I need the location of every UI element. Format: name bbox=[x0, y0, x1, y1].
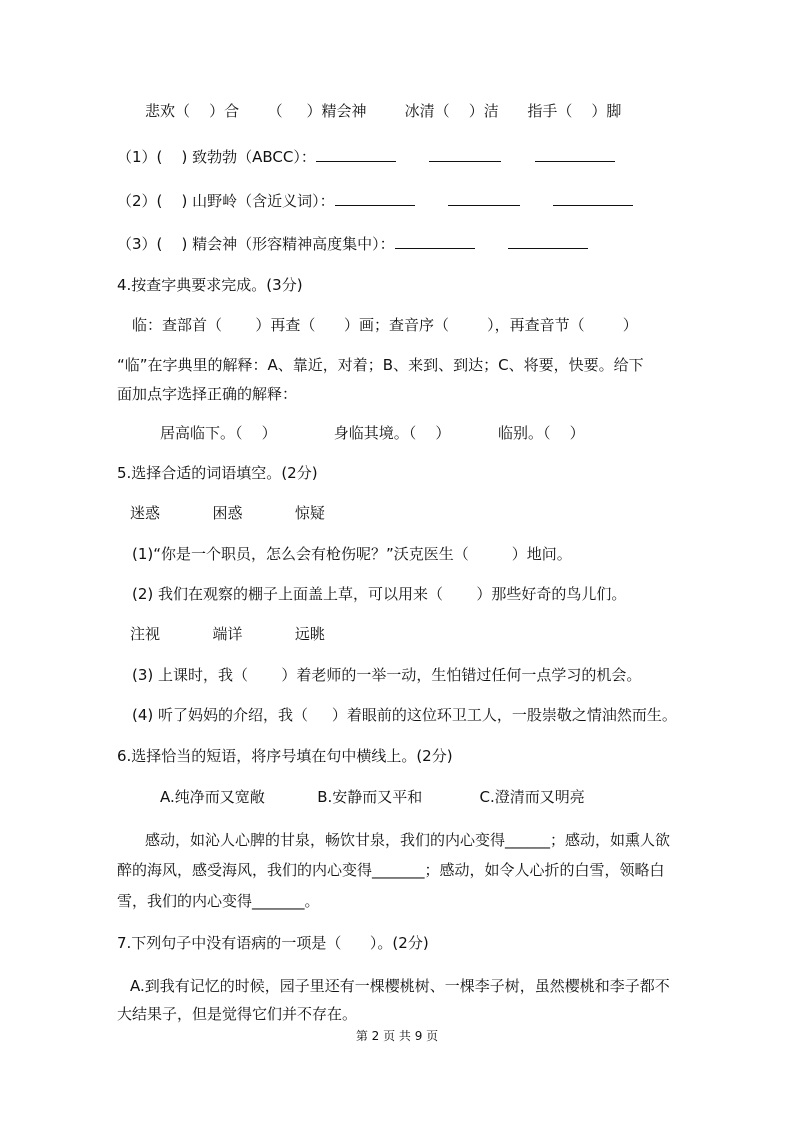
idiom-q1-text: （1）( ) 致勃勃（ABCC）： bbox=[117, 148, 316, 166]
q7-option: A.到我有记忆的时候，园子里还有一棵樱桃树、一棵李子树，虽然樱桃和李子都不 bbox=[130, 977, 670, 995]
answer-blank[interactable] bbox=[429, 147, 501, 162]
idiom-q3-text: （3）( ) 精会神（形容精神高度集中）： bbox=[117, 235, 395, 253]
page-footer: 第 2 页 共 9 页 bbox=[355, 1029, 439, 1043]
q4-line: 临：查部首（ ）再查（ ）画；查音序（ ），再查音节（ ） bbox=[132, 316, 638, 334]
answer-blank[interactable] bbox=[553, 191, 633, 206]
answer-blank[interactable] bbox=[316, 147, 396, 162]
answer-blank[interactable] bbox=[448, 191, 520, 206]
q6-options: A.纯净而又宽敞 B.安静而又平和 C.澄清而又明亮 bbox=[160, 788, 585, 806]
q5-sentence: (3) 上课时，我（ ）着老师的一举一动，生怕错过任何一点学习的机会。 bbox=[132, 666, 642, 684]
q7-option: 大结果子，但是觉得它们并不存在。 bbox=[117, 1005, 358, 1023]
answer-blank[interactable] bbox=[535, 147, 615, 162]
idiom-q2 bbox=[117, 190, 633, 212]
word-bank: 注视 端详 远眺 bbox=[130, 625, 325, 643]
q6-paragraph: 雪，我们的内心变得_______。 bbox=[117, 892, 320, 910]
q5-sentence: (4) 听了妈妈的介绍，我（ ）着眼前的这位环卫工人，一股崇敬之情油然而生。 bbox=[132, 706, 677, 724]
q4-line: 居高临下。（ ） 身临其境。（ ） 临别。（ ） bbox=[160, 424, 585, 442]
question-7-title: 7.下列句子中没有语病的一项是（ ）。(2分) bbox=[117, 934, 429, 952]
answer-blank[interactable] bbox=[335, 191, 415, 206]
idiom-q3 bbox=[117, 233, 588, 255]
answer-blank[interactable] bbox=[508, 234, 588, 249]
q4-line: 面加点字选择正确的解释： bbox=[117, 385, 298, 403]
word-bank: 迷惑 困惑 惊疑 bbox=[130, 504, 325, 522]
question-4-title: 4.按查字典要求完成。(3分) bbox=[117, 276, 303, 294]
idiom-row: 悲欢（ ）合 （ ）精会神 冰清（ ）洁 指手（ ）脚 bbox=[145, 102, 622, 120]
q5-sentence: (2) 我们在观察的棚子上面盖上草，可以用来（ ）那些好奇的鸟儿们。 bbox=[132, 585, 627, 603]
q5-sentence: (1)“你是一个职员，怎么会有枪伤呢？”沃克医生（ ）地问。 bbox=[132, 545, 572, 563]
idiom-q1 bbox=[117, 146, 615, 168]
question-5-title: 5.选择合适的词语填空。(2分) bbox=[117, 464, 318, 482]
q6-paragraph: 醉的海风，感受海风，我们的内心变得_______；感动，如令人心折的白雪，领略白 bbox=[117, 861, 665, 879]
idiom-q2-text: （2）( ) 山野岭（含近义词）： bbox=[117, 192, 335, 210]
q6-paragraph: 感动，如沁人心脾的甘泉，畅饮甘泉，我们的内心变得______；感动，如熏人欲 bbox=[145, 831, 671, 849]
q4-line: “临”在字典里的解释：A、靠近，对着；B、来到、到达；C、将要，快要。给下 bbox=[117, 356, 644, 374]
question-6-title: 6.选择恰当的短语，将序号填在句中横线上。(2分) bbox=[117, 747, 453, 765]
answer-blank[interactable] bbox=[395, 234, 475, 249]
